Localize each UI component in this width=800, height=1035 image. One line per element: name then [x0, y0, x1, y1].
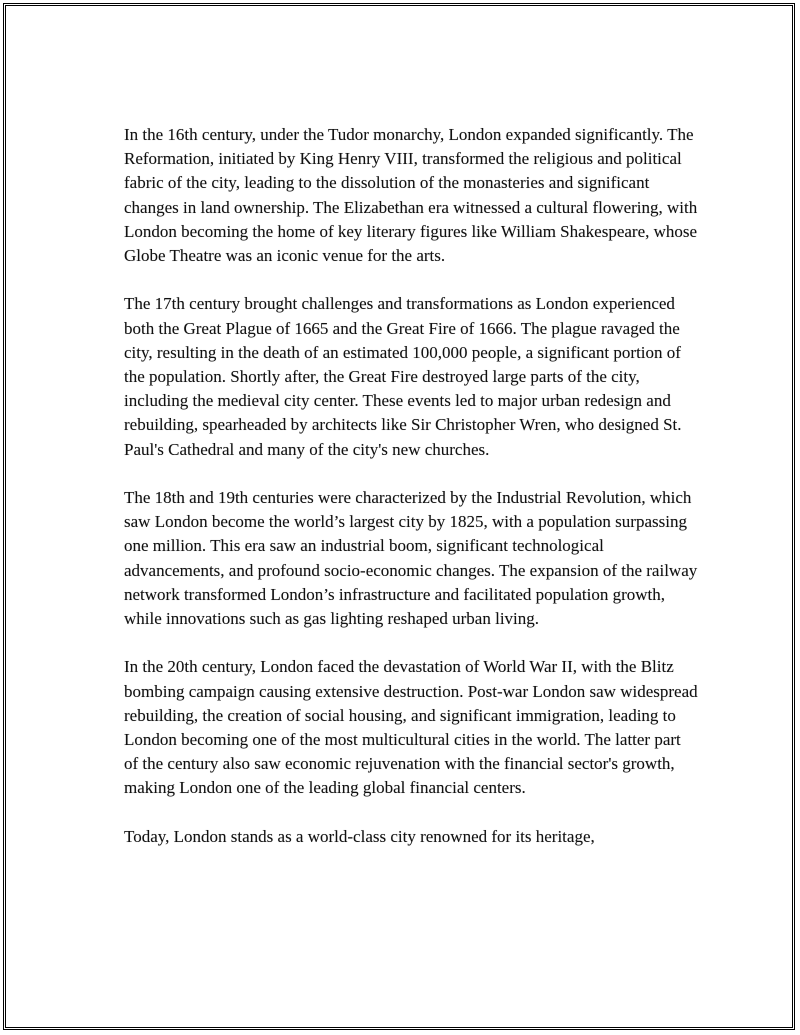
paragraph-today: Today, London stands as a world-class city renowned for its heritage,	[124, 826, 595, 846]
paragraph-18th-19th-centuries: The 18th and 19th centuries were characterized by the Industrial Revolution, which saw London become the world’s largest city by 1825, with a population surpassing one million. This era saw an industrial boom, significant technological advancements, and profound socio-economic changes. The expansion of the railway network transformed London’s infrastructure and facilitated population growth, while innovations such as gas lighting reshaped urban living.	[124, 488, 698, 629]
page-frame	[3, 3, 795, 1030]
document-body	[124, 123, 699, 849]
paragraph-17th-century: The 17th century brought challenges and transformations as London experienced both the Great Plague of 1665 and the Great Fire of 1666. The plague ravaged the city, resulting in the death of an estimated 100,000 people, a significant portion of the population. Shortly after, the Great Fire destroyed large parts of the city, including the medieval city center. These events led to major urban redesign and rebuilding, spearheaded by architects like Sir Christopher Wren, who designed St. Paul's Cathedral and many of the city's new churches.	[124, 294, 682, 459]
paragraph-16th-century: In the 16th century, under the Tudor monarchy, London expanded significantly. The Reformation, initiated by King Henry VIII, transformed the religious and political fabric of the city, leading to the dissolution of the monasteries and significant changes in land ownership. The Elizabethan era witnessed a cultural flowering, with London becoming the home of key literary figures like William Shakespeare, whose Globe Theatre was an iconic venue for the arts.	[124, 125, 698, 266]
paragraph-20th-century: In the 20th century, London faced the devastation of World War II, with the Blitz bombing campaign causing extensive destruction. Post-war London saw widespread rebuilding, the creation of social housing, and significant immigration, leading to London becoming one of the most multicultural cities in the world. The latter part of the century also saw economic rejuvenation with the financial sector's growth, making London one of the leading global financial centers.	[124, 657, 698, 798]
